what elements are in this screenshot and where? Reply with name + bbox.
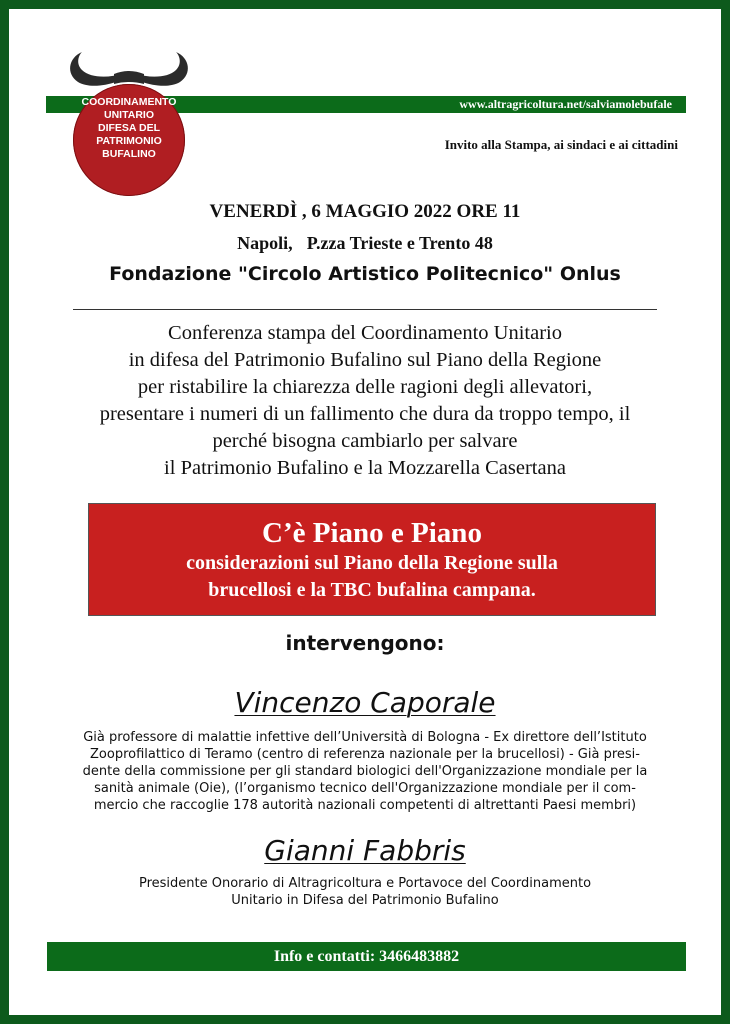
speaker-name: Gianni Fabbris	[264, 834, 466, 867]
divider	[73, 309, 657, 310]
logo-text: COORDINAMENTO UNITARIO DIFESA DEL PATRIMONIO BUFALINO	[81, 96, 177, 160]
website-url[interactable]: www.altragricoltura.net/salviamolebufale	[459, 97, 672, 111]
event-place	[0, 233, 730, 254]
event-date: VENERDÌ , 6 MAGGIO 2022 ORE 11	[209, 201, 521, 222]
speakers-heading: intervengono:	[285, 631, 445, 655]
highlight-box	[88, 503, 656, 616]
speaker-name: Vincenzo Caporale	[234, 686, 496, 719]
contacts-bar: Info e contatti: 3466483882	[47, 942, 686, 971]
highlight-subtitle: considerazioni sul Piano della Regione sulla brucellosi e la TBC bufalina campana.	[186, 552, 558, 601]
coordinamento-logo	[64, 44, 194, 184]
speaker-bio: Presidente Onorario di Altragricoltura e Portavoce del Coordinamento Unitario in Difesa del Patrimonio Bufalino	[138, 876, 592, 908]
event-address: P.zza Trieste e Trento 48	[306, 233, 493, 253]
event-venue: Fondazione "Circolo Artistico Politecnico" Onlus	[109, 263, 621, 285]
highlight-title: C’è Piano e Piano	[262, 517, 482, 549]
speaker-bio: Già professore di malattie infettive dell’Università di Bologna - Ex direttore dell’Istituto Zooprofilattico di Teramo (centro di referenza nazionale per la brucellosi) - Già presi- dente della commissione per gli standard biologici dell'Organizzazione mondiale per la sanità animale (Oie), (l’organismo tecnico dell'Organizzazione mondiale per il com- mercio che raccoglie 178 autorità nazionali competenti di altrettanti Paesi membri)	[82, 730, 648, 813]
invite-text: Invito alla Stampa, ai sindaci e ai cittadini	[444, 137, 678, 152]
event-city: Napoli,	[237, 233, 293, 253]
conference-description: Conferenza stampa del Coordinamento Unitario in difesa del Patrimonio Bufalino sul Piano della Regione per ristabilire la chiarezza delle ragioni degli allevatori, presentare i numeri di un fallimento che dura da troppo tempo, il perché bisogna cambiarlo per salvare il Patrimonio Bufalino e la Mozzarella Casertana	[99, 322, 631, 479]
